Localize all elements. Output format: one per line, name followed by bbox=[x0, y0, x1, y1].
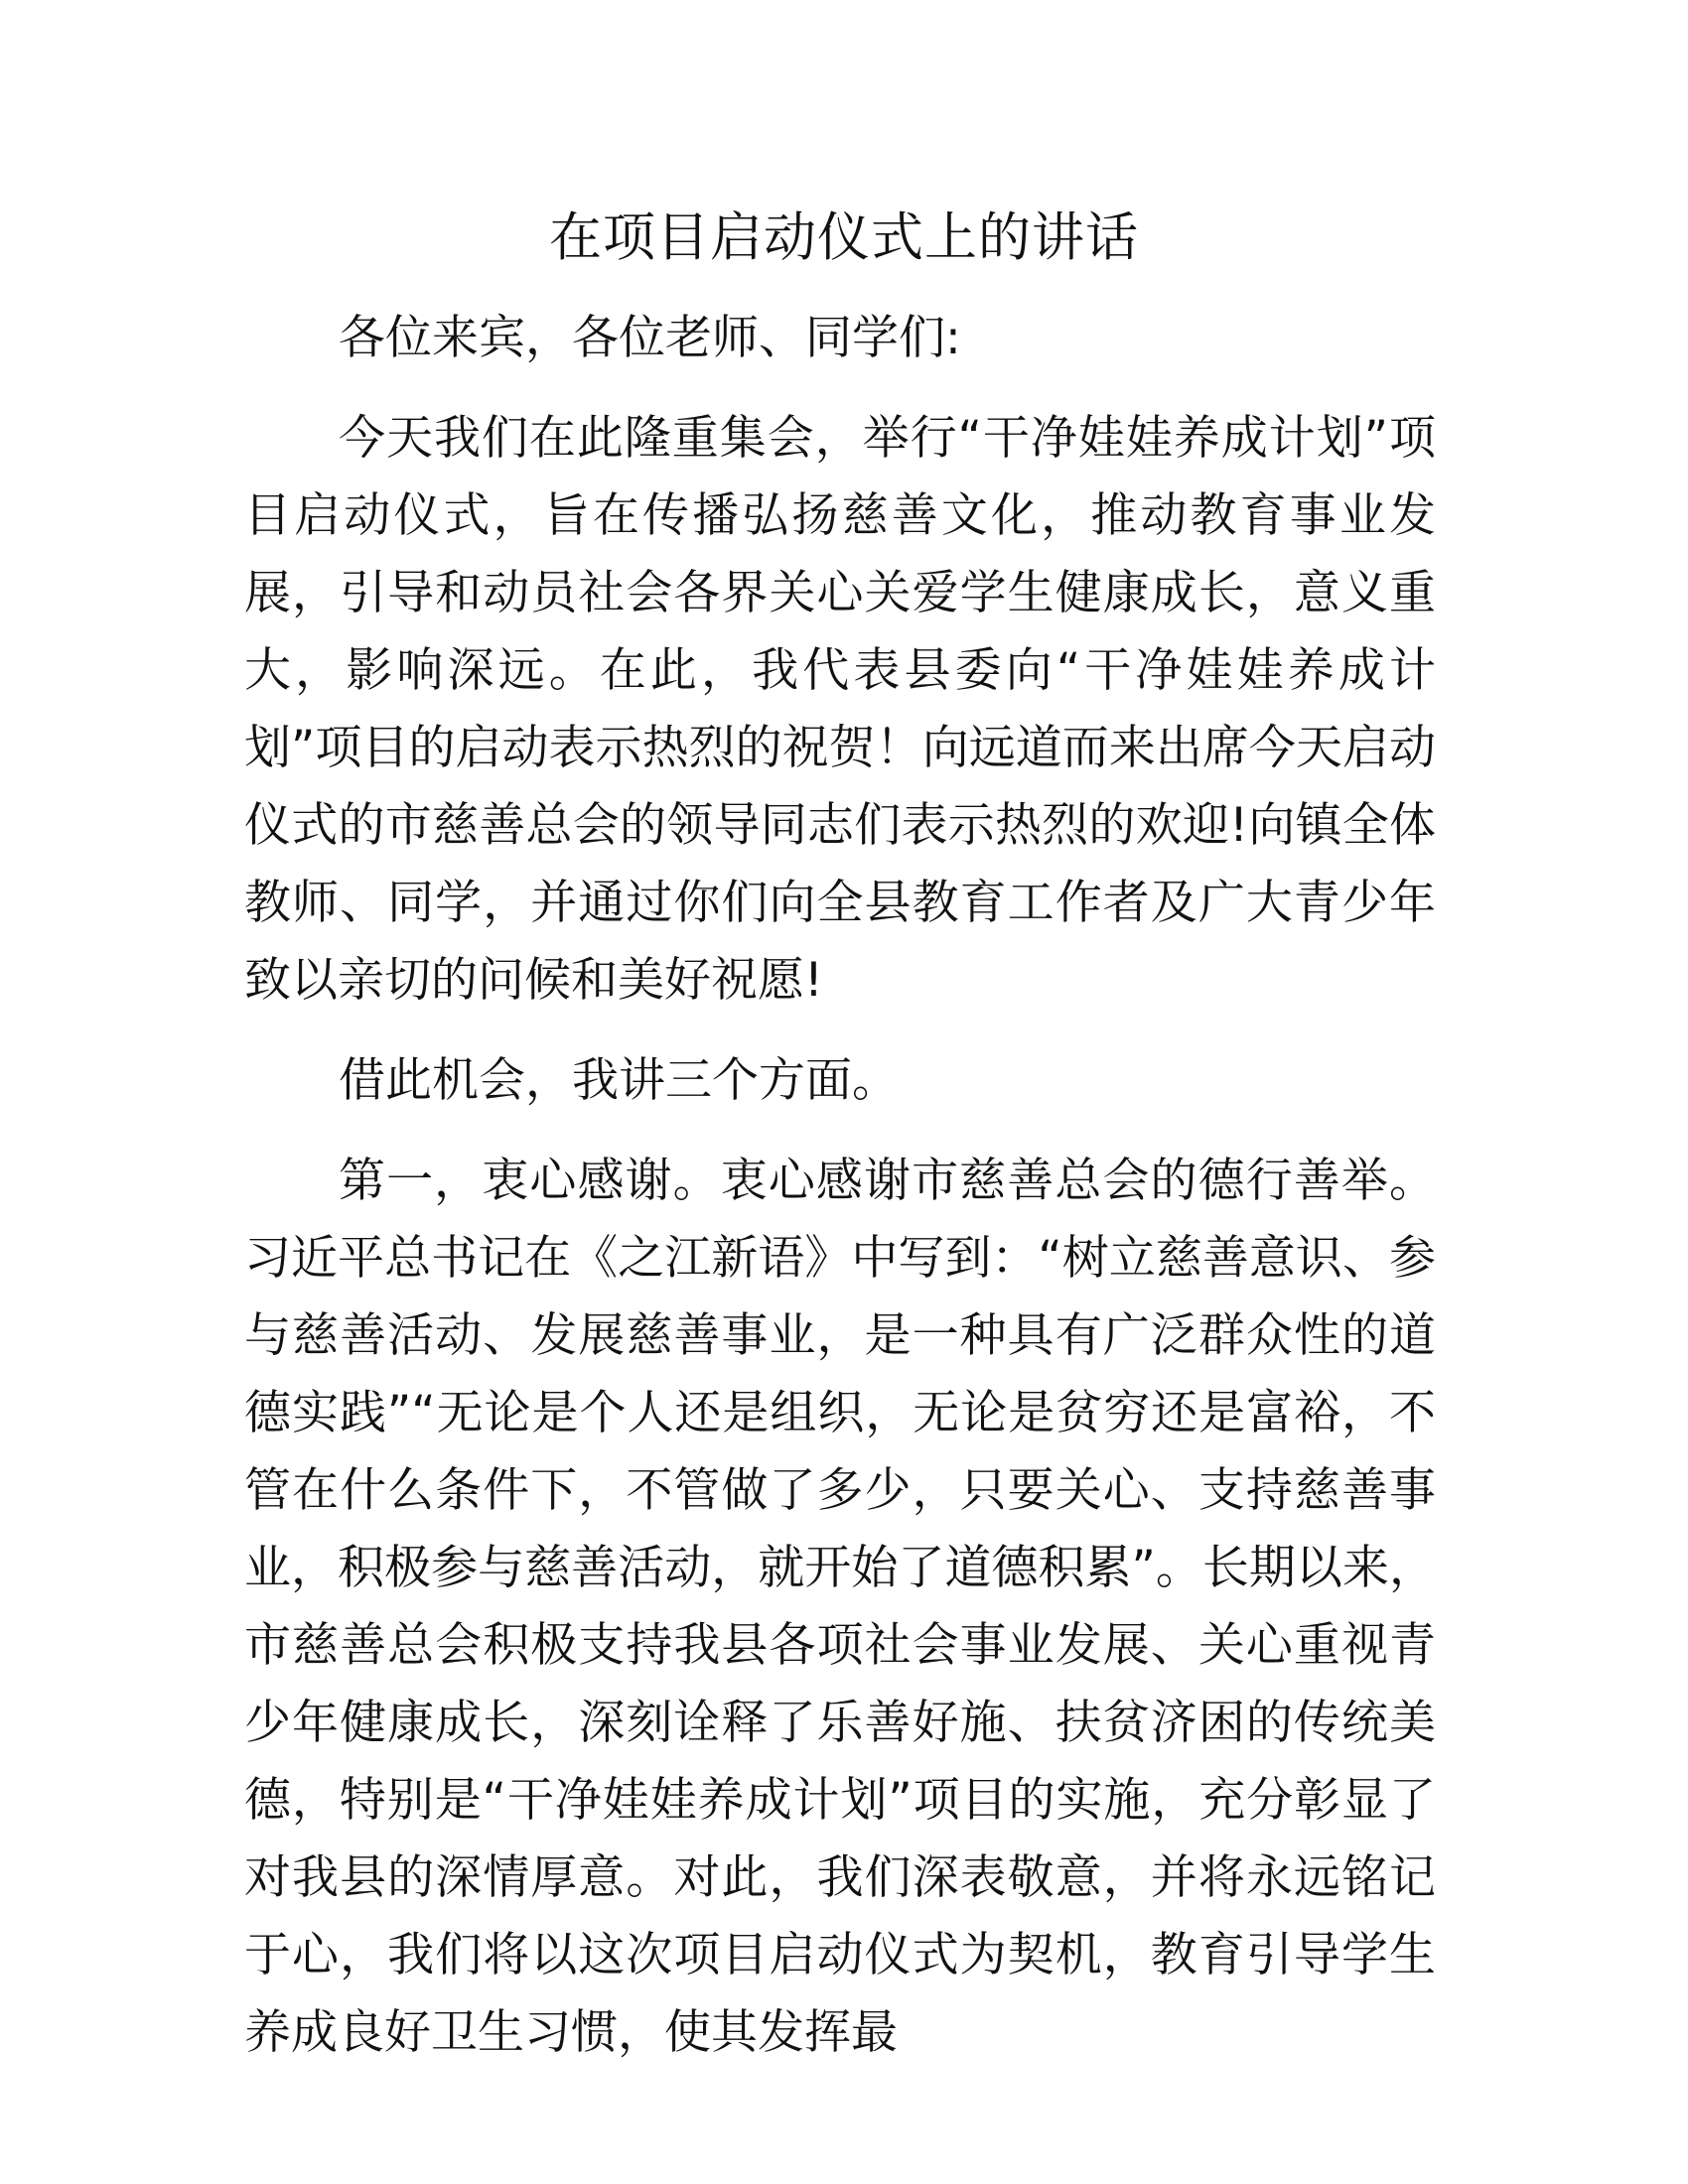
document-title: 在项目启动仪式上的讲话 bbox=[549, 207, 1139, 268]
paragraph-first-point: 第一，衷心感谢。衷心感谢市慈善总会的德行善举。习近平总书记在《之江新语》中写到：“树立慈善意识、参与慈善活动、发展慈善事业，是一种具有广泛群众性的道德实践”“无论是个人还是组织，无论是贫穷还是富裕，不管在什么条件下，不管做了多少，只要关心、支持慈善事业，积极参与慈善活动，就开始了道德积累”。长期以来，市慈善总会积极支持我县各项社会事业发展、关心重视青少年健康成长，深刻诠释了乐善好施、扶贫济困的传统美德，特别是“干净娃娃养成计划”项目的实施，充分彰显了对我县的深情厚意。对此，我们深表敬意，并将永远铭记于心，我们将以这次项目启动仪式为契机，教育引导学生养成良好卫生习惯，使其发挥最 bbox=[244, 1154, 1436, 2060]
paragraph-greeting: 各位来宾，各位老师、同学们: bbox=[339, 311, 961, 365]
document-body bbox=[244, 300, 1436, 2095]
paragraph-opening: 今天我们在此隆重集会，举行“干净娃娃养成计划”项目启动仪式，旨在传播弘扬慈善文化，推动教育事业发展，引导和动员社会各界关心关爱学生健康成长，意义重大，影响深远。在此，我代表县委向“干净娃娃养成计划”项目的启动表示热烈的祝贺！向远道而来出席今天启动仪式的市慈善总会的领导同志们表示热烈的欢迎!向镇全体教师、同学，并通过你们向全县教育工作者及广大青少年致以亲切的问候和美好祝愿! bbox=[244, 411, 1436, 1008]
paragraph-outline: 借此机会，我讲三个方面。 bbox=[339, 1053, 899, 1108]
